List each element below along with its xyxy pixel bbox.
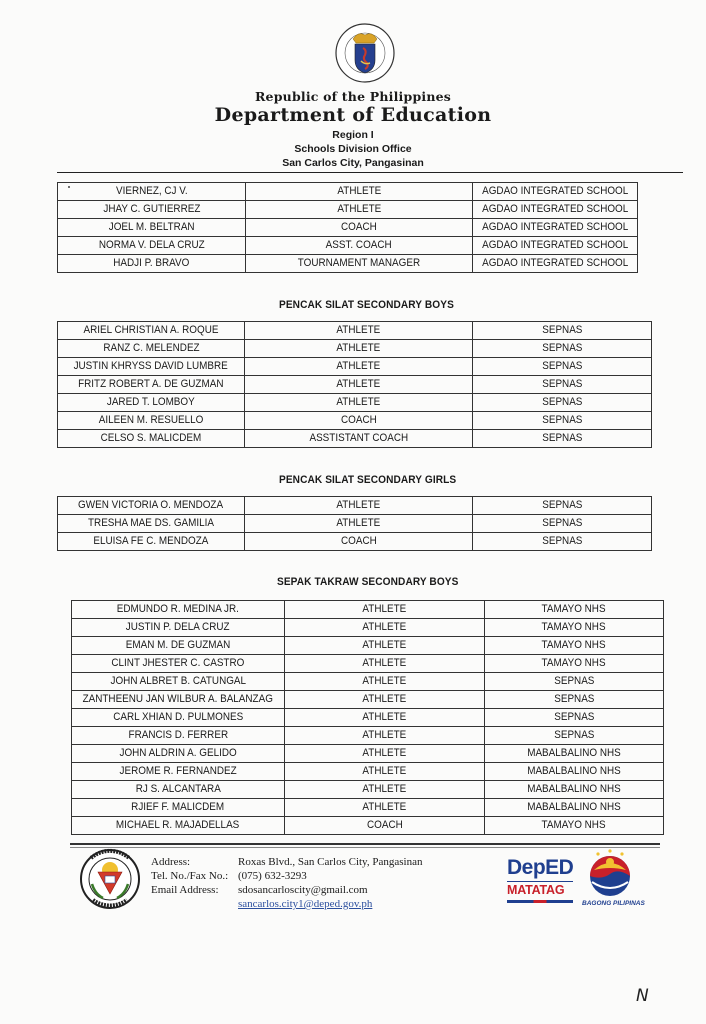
role-cell: ATHLETE xyxy=(285,745,485,763)
school-cell: SEPNAS xyxy=(473,358,652,376)
tel-label: Tel. No./Fax No.: xyxy=(151,870,229,882)
office-label: Schools Division Office xyxy=(294,143,412,155)
school-cell: SEPNAS xyxy=(473,497,652,515)
email-value-primary: sdosancarloscity@gmail.com xyxy=(238,884,368,896)
school-cell: SEPNAS xyxy=(473,376,652,394)
school-cell: TAMAYO NHS xyxy=(485,619,664,637)
name-cell: ARIEL CHRISTIAN A. ROQUE xyxy=(58,322,245,340)
name-cell: JOHN ALDRIN A. GELIDO xyxy=(72,745,285,763)
table-row xyxy=(72,745,664,763)
school-cell: SEPNAS xyxy=(473,340,652,358)
role-cell: ATHLETE xyxy=(285,763,485,781)
name-cell: ZANTHEENU JAN WILBUR A. BALANZAG xyxy=(72,691,285,709)
table-row xyxy=(72,781,664,799)
name-cell: JARED T. LOMBOY xyxy=(58,394,245,412)
name-cell: CLINT JHESTER C. CASTRO xyxy=(72,655,285,673)
school-cell: SEPNAS xyxy=(485,709,664,727)
school-cell: SEPNAS xyxy=(485,727,664,745)
table-row xyxy=(72,799,664,817)
role-cell: ATHLETE xyxy=(245,358,473,376)
republic-heading: Republic of the Philippines xyxy=(254,89,452,104)
bagong-pilipinas-text: BAGONG PILIPINAS xyxy=(582,900,645,907)
footer-divider-thin xyxy=(70,847,660,848)
school-cell: SEPNAS xyxy=(473,412,652,430)
school-cell: TAMAYO NHS xyxy=(485,655,664,673)
header-divider xyxy=(57,172,683,173)
contact-labels xyxy=(151,855,228,897)
table-row xyxy=(72,673,664,691)
name-cell: JOHN ALBRET B. CATUNGAL xyxy=(72,673,285,691)
school-cell: AGDAO INTEGRATED SCHOOL xyxy=(473,201,638,219)
table-row xyxy=(58,412,652,430)
table-row xyxy=(58,497,652,515)
role-cell: ASSTISTANT COACH xyxy=(245,430,473,448)
tel-value: (075) 632-3293 xyxy=(238,870,307,882)
role-cell: ATHLETE xyxy=(246,183,473,201)
role-cell: COACH xyxy=(245,412,473,430)
school-cell: AGDAO INTEGRATED SCHOOL xyxy=(473,183,638,201)
email-link-deped[interactable]: sancarlos.city1@deped.gov.ph xyxy=(238,898,373,910)
name-cell: GWEN VICTORIA O. MENDOZA xyxy=(58,497,245,515)
name-cell: VIERNEZ, CJ V. xyxy=(58,183,246,201)
footer-divider xyxy=(70,843,660,845)
name-cell: JOEL M. BELTRAN xyxy=(58,219,246,237)
role-cell: ATHLETE xyxy=(245,322,473,340)
role-cell: ATHLETE xyxy=(285,799,485,817)
table-row xyxy=(58,255,638,273)
table-row xyxy=(58,201,638,219)
table-row xyxy=(72,601,664,619)
table-row xyxy=(72,727,664,745)
name-cell: JEROME R. FERNANDEZ xyxy=(72,763,285,781)
school-cell: TAMAYO NHS xyxy=(485,601,664,619)
table-row xyxy=(72,709,664,727)
name-cell: TRESHA MAE DS. GAMILIA xyxy=(58,515,245,533)
table-row xyxy=(58,237,638,255)
table-row xyxy=(58,183,638,201)
table-row xyxy=(58,533,652,551)
name-cell: JUSTIN P. DELA CRUZ xyxy=(72,619,285,637)
name-cell: JHAY C. GUTIERREZ xyxy=(58,201,246,219)
table-row xyxy=(58,322,652,340)
name-cell: FRANCIS D. FERRER xyxy=(72,727,285,745)
role-cell: COACH xyxy=(246,219,473,237)
deped-seal-logo xyxy=(334,17,396,85)
table-row xyxy=(58,358,652,376)
school-cell: MABALBALINO NHS xyxy=(485,763,664,781)
role-cell: ATHLETE xyxy=(285,709,485,727)
school-cell: SEPNAS xyxy=(485,691,664,709)
role-cell: ATHLETE xyxy=(285,781,485,799)
role-cell: ATHLETE xyxy=(245,394,473,412)
table-row xyxy=(72,655,664,673)
school-cell: AGDAO INTEGRATED SCHOOL xyxy=(473,219,638,237)
table-row xyxy=(58,376,652,394)
school-cell: MABALBALINO NHS xyxy=(485,745,664,763)
address-value: Roxas Blvd., San Carlos City, Pangasinan xyxy=(238,856,423,868)
table-row xyxy=(72,817,664,835)
role-cell: COACH xyxy=(245,533,473,551)
school-cell: MABALBALINO NHS xyxy=(485,799,664,817)
school-cell: SEPNAS xyxy=(473,430,652,448)
school-cell: AGDAO INTEGRATED SCHOOL xyxy=(473,255,638,273)
handwritten-initials: N xyxy=(636,986,649,1006)
roster-table-sepak-takraw-boys xyxy=(71,600,664,835)
sdo-seal-logo xyxy=(79,848,141,910)
school-cell: AGDAO INTEGRATED SCHOOL xyxy=(473,237,638,255)
name-cell: RJIEF F. MALICDEM xyxy=(72,799,285,817)
email-label: Email Address: xyxy=(151,884,219,896)
role-cell: TOURNAMENT MANAGER xyxy=(246,255,473,273)
roster-table-continued xyxy=(57,182,638,273)
school-cell: TAMAYO NHS xyxy=(485,637,664,655)
table-row xyxy=(72,763,664,781)
name-cell: NORMA V. DELA CRUZ xyxy=(58,237,246,255)
name-cell: CELSO S. MALICDEM xyxy=(58,430,245,448)
school-cell: MABALBALINO NHS xyxy=(485,781,664,799)
name-cell: MICHAEL R. MAJADELLAS xyxy=(72,817,285,835)
role-cell: ATHLETE xyxy=(246,201,473,219)
role-cell: ATHLETE xyxy=(245,340,473,358)
stray-mark xyxy=(68,186,70,188)
school-cell: TAMAYO NHS xyxy=(485,817,664,835)
role-cell: ATHLETE xyxy=(285,727,485,745)
role-cell: ATHLETE xyxy=(245,497,473,515)
role-cell: ATHLETE xyxy=(245,515,473,533)
role-cell: COACH xyxy=(285,817,485,835)
school-cell: SEPNAS xyxy=(485,673,664,691)
role-cell: ATHLETE xyxy=(285,619,485,637)
role-cell: ATHLETE xyxy=(285,601,485,619)
table-row xyxy=(58,430,652,448)
deped-matatag-logo xyxy=(505,852,575,910)
table-row xyxy=(58,515,652,533)
role-cell: ATHLETE xyxy=(285,655,485,673)
name-cell: AILEEN M. RESUELLO xyxy=(58,412,245,430)
school-cell: SEPNAS xyxy=(473,322,652,340)
school-cell: SEPNAS xyxy=(473,515,652,533)
section-title-pencak-silat-boys: PENCAK SILAT SECONDARY BOYS xyxy=(279,299,454,311)
school-cell: SEPNAS xyxy=(473,533,652,551)
table-row xyxy=(72,691,664,709)
address-label: Address: xyxy=(151,856,191,868)
city-label: San Carlos City, Pangasinan xyxy=(282,157,424,169)
role-cell: ATHLETE xyxy=(245,376,473,394)
roster-table-pencak-silat-girls xyxy=(57,496,652,551)
contact-values xyxy=(238,855,422,911)
table-row xyxy=(72,619,664,637)
name-cell: CARL XHIAN D. PULMONES xyxy=(72,709,285,727)
name-cell: RANZ C. MELENDEZ xyxy=(58,340,245,358)
role-cell: ATHLETE xyxy=(285,637,485,655)
name-cell: JUSTIN KHRYSS DAVID LUMBRE xyxy=(58,358,245,376)
matatag-text: MATATAG xyxy=(507,883,565,897)
name-cell: FRITZ ROBERT A. DE GUZMAN xyxy=(58,376,245,394)
table-row xyxy=(58,340,652,358)
table-row xyxy=(58,219,638,237)
deped-logo-text: DepED xyxy=(507,856,574,879)
region-label: Region I xyxy=(332,129,374,141)
bagong-pilipinas-emblem xyxy=(578,848,642,898)
name-cell: RJ S. ALCANTARA xyxy=(72,781,285,799)
section-title-sepak-takraw-boys: SEPAK TAKRAW SECONDARY BOYS xyxy=(277,576,459,588)
role-cell: ATHLETE xyxy=(285,673,485,691)
role-cell: ASST. COACH xyxy=(246,237,473,255)
name-cell: HADJI P. BRAVO xyxy=(58,255,246,273)
name-cell: EDMUNDO R. MEDINA JR. xyxy=(72,601,285,619)
section-title-pencak-silat-girls: PENCAK SILAT SECONDARY GIRLS xyxy=(279,474,457,486)
roster-table-pencak-silat-boys xyxy=(57,321,652,448)
table-row xyxy=(58,394,652,412)
table-row xyxy=(72,637,664,655)
bagong-pilipinas-logo xyxy=(578,848,645,910)
role-cell: ATHLETE xyxy=(285,691,485,709)
department-heading: Department of Education xyxy=(214,104,492,126)
name-cell: EMAN M. DE GUZMAN xyxy=(72,637,285,655)
school-cell: SEPNAS xyxy=(473,394,652,412)
name-cell: ELUISA FE C. MENDOZA xyxy=(58,533,245,551)
